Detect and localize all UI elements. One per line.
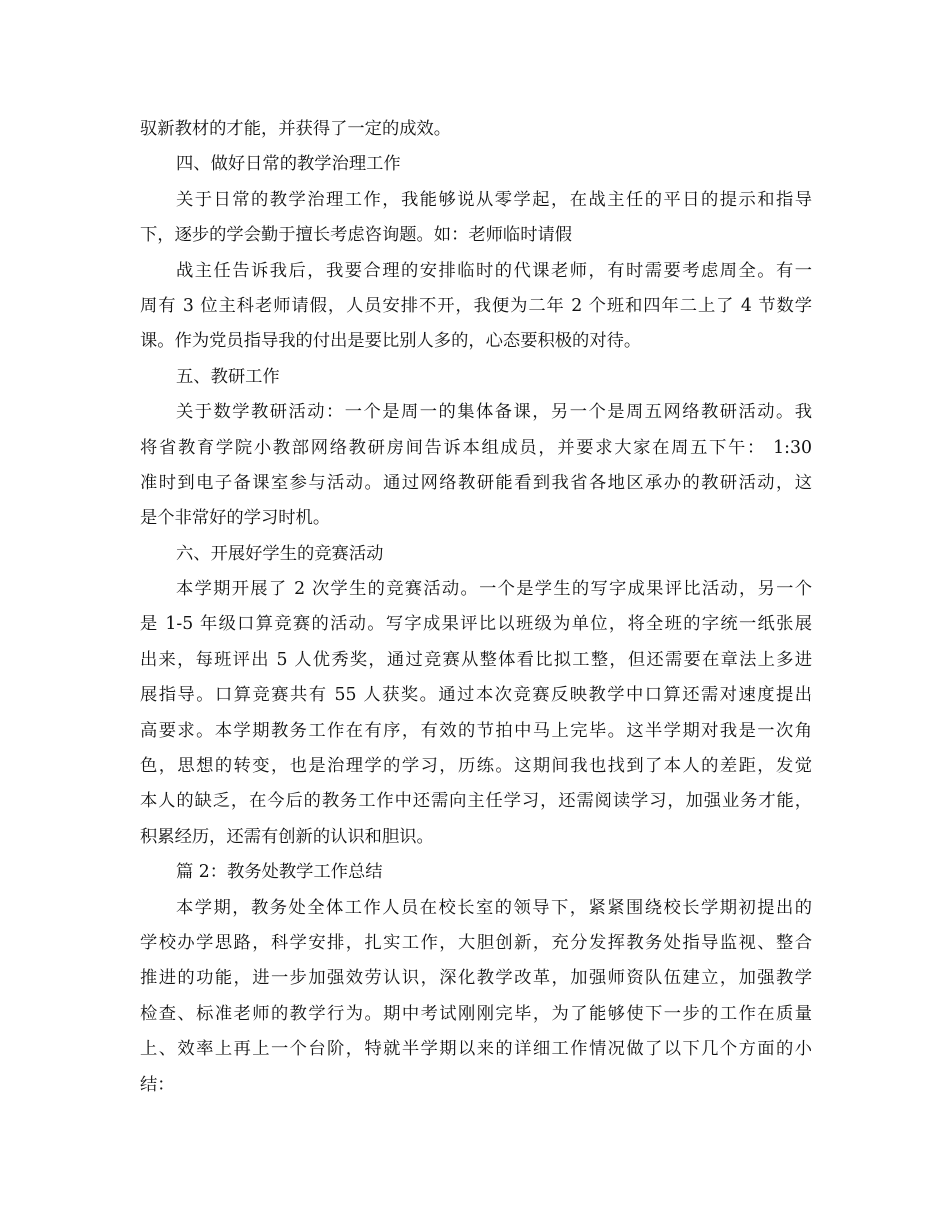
text-line: 驭新教材的才能，并获得了一定的成效。 bbox=[140, 119, 452, 139]
text-line: 检查、标准老师的教学行为。期中考试刚刚完毕，为了能够使下一步的工作在质量 bbox=[140, 1003, 812, 1024]
text-line: 本学期开展了 2 次学生的竞赛活动。一个是学生的写字成果评比活动，另一个 bbox=[176, 579, 812, 600]
text-line: 关于日常的教学治理工作，我能够说从零学起，在战主任的平日的提示和指导 bbox=[176, 189, 812, 210]
text-line: 推进的功能，进一步加强效劳认识，深化教学改革，加强师资队伍建立，加强教学 bbox=[140, 968, 812, 989]
text-line: 周有 3 位主科老师请假，人员安排不开，我便为二年 2 个班和四年二上了 4 节数学 bbox=[140, 295, 812, 316]
text-line: 学校办学思路，科学安排，扎实工作，大胆创新，充分发挥教务处指导监视、整合 bbox=[140, 932, 812, 953]
text-line: 关于数学教研活动：一个是周一的集体备课，另一个是周五网络教研活动。我 bbox=[176, 402, 812, 423]
text-line: 五、教研工作 bbox=[176, 366, 280, 387]
text-line: 高要求。本学期教务工作在有序，有效的节拍中马上完毕。这半学期对我是一次角 bbox=[140, 720, 812, 741]
text-line: 是 1-5 年级口算竞赛的活动。写字成果评比以班级为单位，将全班的字统一纸张展 bbox=[140, 614, 812, 635]
text-line: 将省教育学院小教部网络教研房间告诉本组成员，并要求大家在周五下午： 1:30 bbox=[140, 437, 812, 458]
text-line: 四、做好日常的教学治理工作 bbox=[176, 154, 401, 175]
text-line: 准时到电子备课室参与活动。通过网络教研能看到我省各地区承办的教研活动，这 bbox=[140, 472, 812, 493]
text-line: 色，思想的转变，也是治理学的学习，历练。这期间我也找到了本人的差距，发觉 bbox=[140, 756, 812, 777]
text-line: 积累经历，还需有创新的认识和胆识。 bbox=[140, 826, 434, 847]
text-line: 是个非常好的学习时机。 bbox=[140, 508, 331, 529]
text-line: 出来，每班评出 5 人优秀奖，通过竞赛从整体看比拟工整，但还需要在章法上多进 bbox=[140, 649, 812, 670]
text-line: 战主任告诉我后，我要合理的安排临时的代课老师，有时需要考虑周全。有一 bbox=[176, 260, 812, 281]
text-line: 六、开展好学生的竞赛活动 bbox=[176, 543, 384, 564]
text-line: 本人的缺乏，在今后的教务工作中还需向主任学习，还需阅读学习，加强业务才能， bbox=[140, 791, 812, 812]
text-line: 结： bbox=[140, 1074, 175, 1095]
text-line: 本学期，教务处全体工作人员在校长室的领导下，紧紧围绕校长学期初提出的 bbox=[176, 897, 812, 918]
document-body bbox=[140, 112, 812, 1103]
text-line: 上、效率上再上一个台阶，特就半学期以来的详细工作情况做了以下几个方面的小 bbox=[140, 1039, 812, 1060]
text-line: 下，逐步的学会勤于擅长考虑咨询题。如：老师临时请假 bbox=[140, 225, 573, 246]
text-line: 篇 2：教务处教学工作总结 bbox=[176, 862, 383, 883]
text-line: 课。作为党员指导我的付出是要比别人多的，心态要积极的对待。 bbox=[140, 331, 642, 352]
text-line: 展指导。口算竞赛共有 55 人获奖。通过本次竞赛反映教学中口算还需对速度提出 bbox=[140, 685, 812, 706]
